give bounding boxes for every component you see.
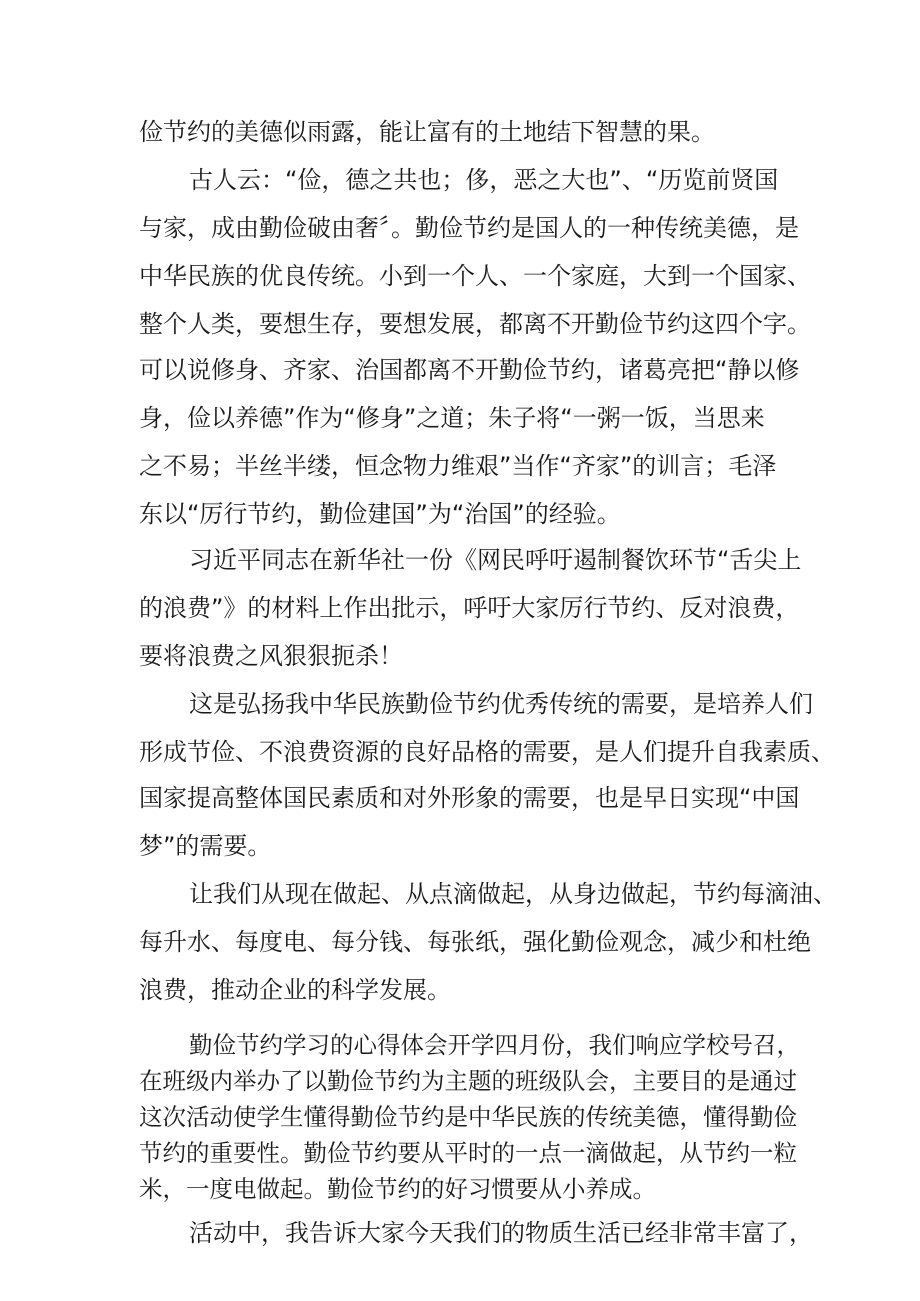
- paragraph-first-line: 勤俭节约学习的心得体会开学四月份，我们响应学校号召，: [189, 1031, 800, 1059]
- text-line: 与家，成由勤俭破由奢〞。勤俭节约是国人的一种传统美德，是: [139, 214, 799, 242]
- paragraph-first-line: 习近平同志在新华社一份《网民呼吁遏制餐饮环节“舌尖上: [189, 546, 802, 574]
- text-line: 形成节俭、不浪费资源的良好品格的需要，是人们提升自我素质、: [139, 738, 835, 766]
- text-line: 国家提高整体国民素质和对外形象的需要，也是早日实现“中国: [139, 784, 800, 812]
- text-line: 米，一度电做起。勤俭节约的好习惯要从小养成。: [139, 1175, 656, 1203]
- text-line: 这次活动使学生懂得勤俭节约是中华民族的传统美德，懂得勤俭: [139, 1103, 797, 1131]
- paragraph-first-line: 这是弘扬我中华民族勤俭节约优秀传统的需要，是培养人们: [189, 690, 813, 718]
- text-line: 俭节约的美德似雨露，能让富有的土地结下智慧的果。: [139, 118, 715, 146]
- text-line: 中华民族的优良传统。小到一个人、一个家庭，大到一个国家、: [139, 262, 811, 290]
- paragraph-first-line: 让我们从现在做起、从点滴做起，从身边做起，节约每滴油、: [189, 880, 837, 908]
- text-line: 浪费，推动企业的科学发展。: [139, 976, 451, 1004]
- text-line: 可以说修身、齐家、治国都离不开勤俭节约，诸葛亮把“静以修: [139, 356, 800, 384]
- text-line: 每升水、每度电、每分钱、每张纸，强化勤俭观念，减少和杜绝: [139, 928, 811, 956]
- text-line: 之不易；半丝半缕，恒念物力维艰”当作“齐家”的训言；毛泽: [139, 452, 777, 480]
- text-line: 梦”的需要。: [139, 832, 272, 860]
- paragraph-first-line: 活动中，我告诉大家今天我们的物质生活已经非常丰富了，: [189, 1219, 813, 1247]
- text-line: 的浪费”》的材料上作出批示，呼吁大家厉行节约、反对浪费，: [139, 594, 800, 622]
- text-line: 身，俭以养德”作为“修身”之道；朱子将“一粥一饭，当思来: [139, 404, 765, 432]
- text-line: 要将浪费之风狠狠扼杀！: [139, 642, 403, 670]
- text-line: 东以“厉行节约，勤俭建国”为“治国”的经验。: [139, 500, 621, 528]
- text-line: 在班级内举办了以勤俭节约为主题的班级队会，主要目的是通过: [139, 1067, 797, 1095]
- text-line: 整个人类，要想生存，要想发展，都离不开勤俭节约这四个字。: [139, 310, 811, 338]
- paragraph-first-line: 古人云：“俭，德之共也；侈，恶之大也”、“历览前贤国: [189, 166, 779, 194]
- text-line: 节约的重要性。勤俭节约要从平时的一点一滴做起，从节约一粒: [139, 1139, 797, 1167]
